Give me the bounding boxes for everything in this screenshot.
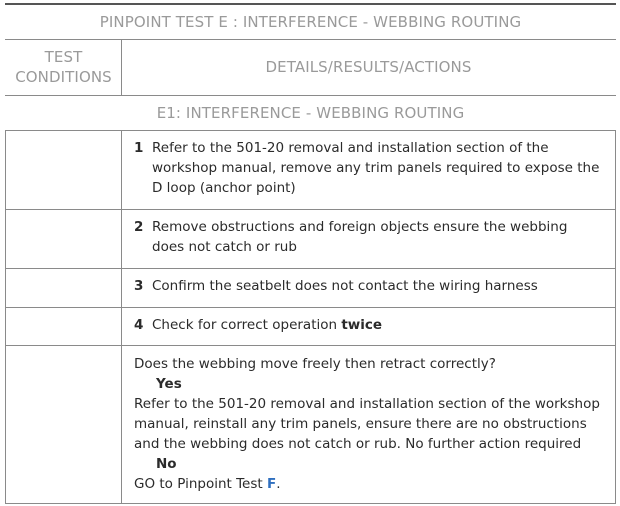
no-label: No: [156, 455, 177, 472]
step-2: [122, 209, 616, 268]
no-action-text: GO to Pinpoint Test: [134, 475, 267, 492]
step-1: [122, 130, 616, 209]
step-number: 2: [134, 218, 144, 235]
result-cell: [122, 345, 616, 503]
test-condition-cell: [6, 130, 122, 209]
table-title-text: PINPOINT TEST E : INTERFERENCE - WEBBING ROUTING: [99, 12, 522, 31]
yes-action: Refer to the 501-20 removal and installation section of the workshop manual, reinstall any trim panels, ensure there are no obstructions and the webbing does not catch or rub. No further action required: [134, 395, 600, 452]
column-header-details: [122, 39, 616, 95]
step-text: Check for correct operation: [152, 316, 342, 333]
test-condition-cell: [6, 209, 122, 268]
column-header-test-conditions-text: TEST CONDITIONS: [15, 48, 112, 86]
step-text: Refer to the 501-20 removal and installation section of the workshop manual, remove any trim panels required to expose the D loop (anchor point): [152, 139, 600, 196]
step-text: Confirm the seatbelt does not contact the wiring harness: [152, 277, 538, 294]
column-header-test-conditions: [6, 39, 122, 95]
step-number: 4: [134, 316, 144, 333]
no-action-suffix: .: [276, 475, 281, 492]
table-title: [6, 4, 616, 39]
test-condition-cell: [6, 268, 122, 307]
step-4: [122, 307, 616, 345]
step-3: [122, 268, 616, 307]
pinpoint-test-f-link[interactable]: F: [266, 475, 277, 492]
subtitle: [6, 95, 616, 130]
column-header-details-text: DETAILS/RESULTS/ACTIONS: [265, 58, 472, 76]
test-condition-cell: [6, 307, 122, 345]
yes-label: Yes: [156, 375, 182, 392]
step-number: 3: [134, 277, 144, 294]
step-number: 1: [134, 139, 144, 156]
step-text: Remove obstructions and foreign objects ensure the webbing does not catch or rub: [152, 218, 568, 255]
pinpoint-test-table: [5, 3, 615, 503]
result-question: Does the webbing move freely then retract correctly?: [134, 355, 496, 372]
subtitle-text: E1: INTERFERENCE - WEBBING ROUTING: [156, 103, 465, 122]
no-action: [134, 474, 605, 494]
test-condition-cell: [6, 345, 122, 503]
step-emphasis: twice: [341, 316, 383, 333]
